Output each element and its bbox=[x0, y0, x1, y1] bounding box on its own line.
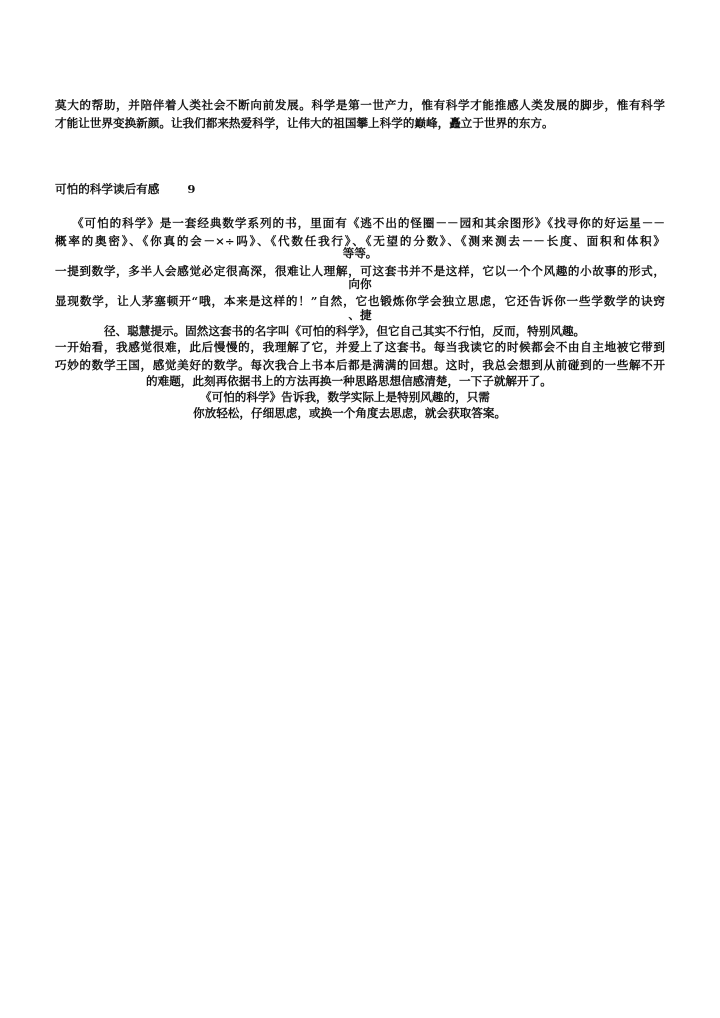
section-title bbox=[55, 180, 195, 198]
section-number: 9 bbox=[187, 182, 196, 196]
intro-line-1: 莫大的帮助，并陪伴着人类社会不断向前发展。科学是第一世产力，惟有科学才能推感人类发展的脚步，惟有科学 bbox=[55, 98, 665, 112]
paragraph-4-line-1: 《可怕的科学》告诉我，数学实际上是特别风趣的，只需 bbox=[200, 390, 490, 404]
paragraph-3-line-2: 巧妙的数学王国，感觉美好的数学。每次我合上书本后都是满满的回想。这时，我总会想到从前碰到的一些解不开 bbox=[55, 358, 665, 372]
paragraph-4-line-2: 你放轻松，仔细思虑，或换一个角度去思虑，就会获取答案。 bbox=[193, 406, 507, 420]
paragraph-2-line-4: 、捷 bbox=[348, 308, 372, 322]
paragraph-2-line-5: 径、聪慧提示。固然这套书的名字叫《可怕的科学》，但它自己其实不行怕，反而，特别风趣。 bbox=[104, 324, 586, 338]
paragraph-1-line-3: 等等。 bbox=[342, 246, 378, 260]
paragraph-2-line-2: 向你 bbox=[348, 277, 372, 291]
paragraph-1-line-2: 概率的奥密》、《你真的会－×÷吗》、《代数任我行》、《无望的分数》、《测来测去－－长度、面积和体积》 bbox=[55, 234, 665, 248]
paragraph-1-line-1: 《可怕的科学》是一套经典数学系列的书，里面有《逃不出的怪圈－－园和其余图形》《找寻你的好运星－－ bbox=[72, 216, 665, 230]
paragraph-2-line-1: 一提到数学，多半人会感觉必定很高深，很难让人理解，可这套书并不是这样，它以一个个风趣的小故事的形式， bbox=[55, 264, 665, 278]
paragraph-3-line-3: 的难题，此刻再依据书上的方法再换一种思路思想信感清楚，一下子就解开了。 bbox=[146, 374, 552, 388]
paragraph-2-line-3: 显现数学，让人茅塞顿开“哦，本来是这样的！”自然，它也锻炼你学会独立思虑，它还告诉你一些学数学的诀窍 bbox=[55, 294, 665, 308]
section-title-text: 可怕的科学读后有感 bbox=[55, 182, 160, 196]
paragraph-3-line-1: 一开始看，我感觉很难，此后慢慢的，我理解了它，并爱上了这套书。每当我读它的时候都会不由自主地被它带到 bbox=[55, 340, 665, 354]
intro-line-2: 才能让世界变换新颜。让我们都来热爱科学，让伟大的祖国攀上科学的巅峰，矗立于世界的东方。 bbox=[55, 116, 554, 130]
